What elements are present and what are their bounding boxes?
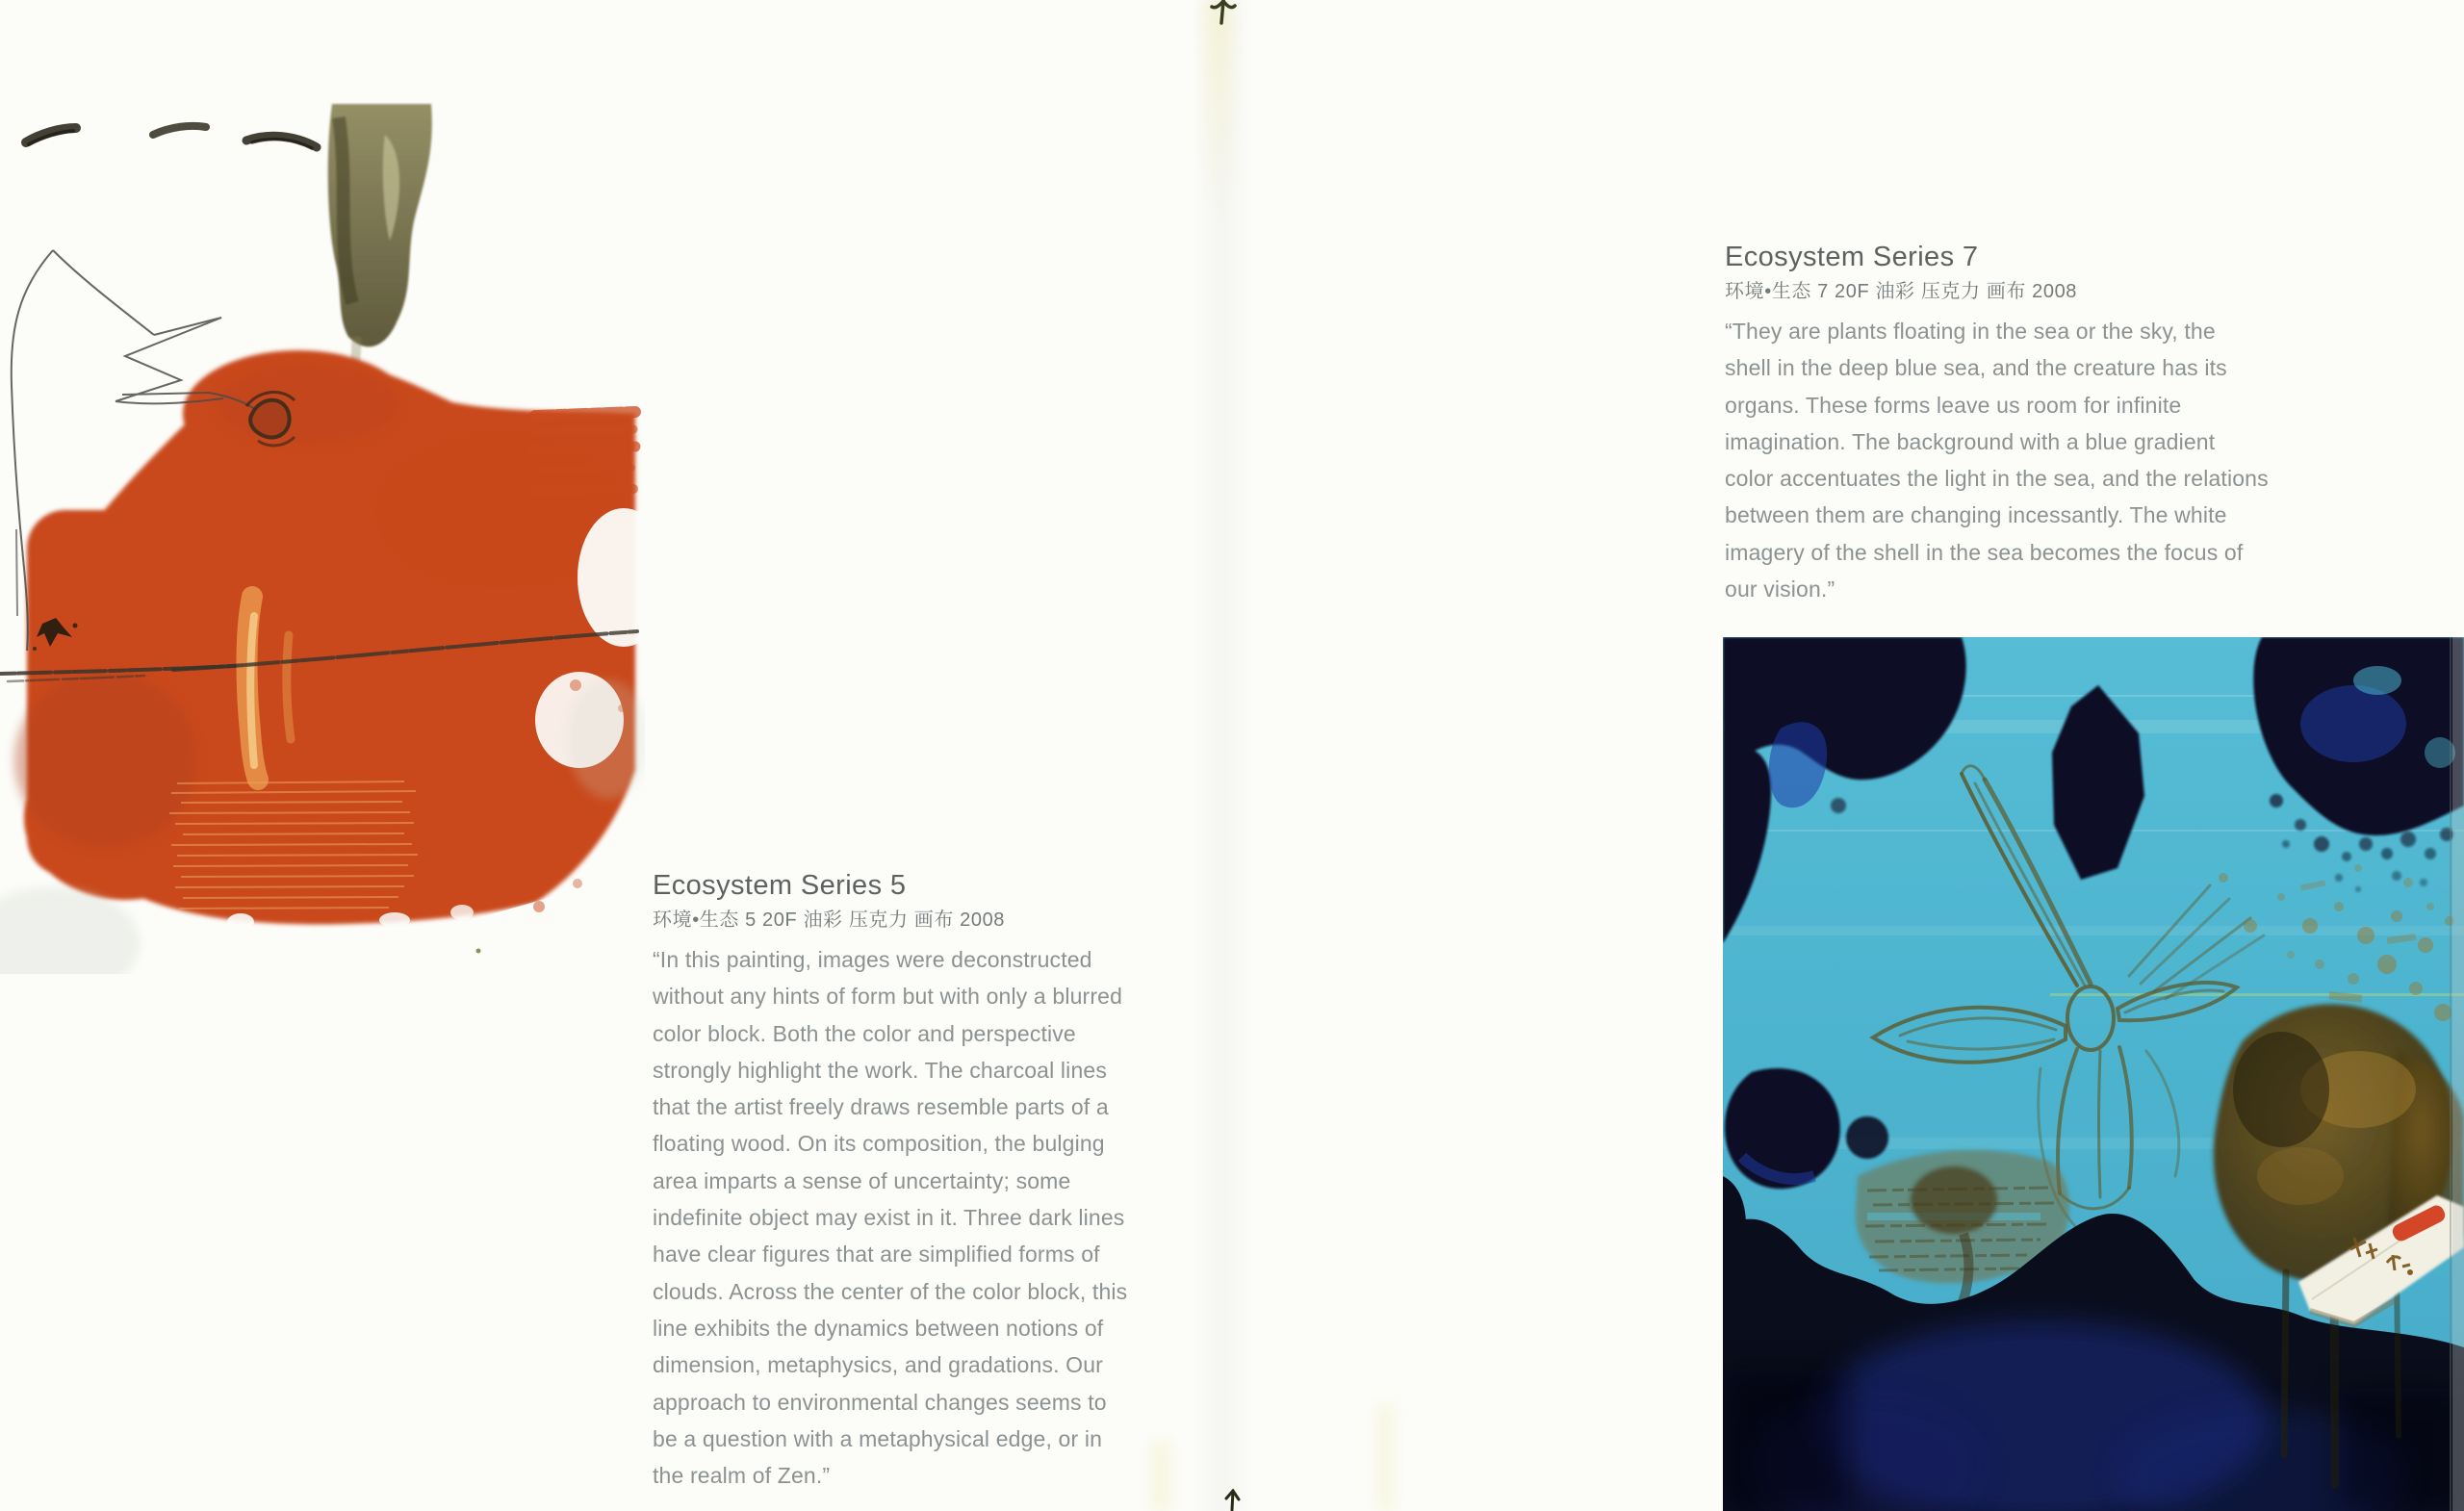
- quote-line: without any hints of form but with only a blurred: [653, 984, 1123, 1010]
- quote-line: our vision.”: [1725, 576, 1835, 602]
- quote-line: color accentuates the light in the sea, and the relations: [1725, 466, 2269, 492]
- gutter-mark-bottom: [1219, 1486, 1245, 1511]
- quote-line: imagination. The background with a blue gradient: [1725, 428, 2216, 454]
- quote-line: have clear figures that are simplified forms of: [653, 1242, 1100, 1268]
- quote-line: area imparts a sense of uncertainty; some: [653, 1167, 1071, 1193]
- ecosystem-5-painting: [0, 96, 645, 974]
- gutter-mark-top: [1209, 0, 1240, 33]
- artwork-quote: [653, 941, 1127, 1494]
- quote-line: clouds. Across the center of the color block, this: [653, 1278, 1128, 1304]
- right-article: [1725, 241, 2269, 607]
- charcoal-dashes: [26, 126, 317, 148]
- red-color-block: [14, 350, 645, 974]
- quote-line: approach to environmental changes seems to: [653, 1389, 1107, 1415]
- quote-line: color block. Both the color and perspective: [653, 1020, 1076, 1046]
- stray-dot: [476, 949, 481, 954]
- quote-line: organs. These forms leave us room for infinite: [1725, 392, 2182, 418]
- quote-line: shell in the deep blue sea, and the creature has its: [1725, 355, 2227, 381]
- quote-line: between them are changing incessantly. The white: [1725, 502, 2227, 528]
- gutter-shade: [1192, 0, 1253, 1511]
- artwork-quote: [1725, 313, 2269, 607]
- gutter-stain-bottom-left: [1151, 1442, 1170, 1511]
- quote-line: “In this painting, images were deconstructed: [653, 947, 1092, 972]
- artwork-title: Ecosystem Series 5: [653, 870, 907, 901]
- artwork-subtitle: 环境•生态 7 20F 油彩 压克力 画布 2008: [1725, 281, 2078, 302]
- artwork-title: Ecosystem Series 7: [1725, 242, 1979, 272]
- quote-line: “They are plants floating in the sea or the sky, the: [1725, 319, 2216, 344]
- left-article: [653, 869, 1127, 1494]
- quote-line: the realm of Zen.”: [653, 1463, 831, 1489]
- quote-line: strongly highlight the work. The charcoal lines: [653, 1057, 1107, 1083]
- artwork-subtitle: 环境•生态 5 20F 油彩 压克力 画布 2008: [653, 909, 1006, 931]
- quote-line: indefinite object may exist in it. Three dark lines: [653, 1205, 1125, 1231]
- quote-line: line exhibits the dynamics between notions of: [653, 1315, 1104, 1341]
- quote-line: be a question with a metaphysical edge, or in: [653, 1425, 1103, 1451]
- quote-line: imagery of the shell in the sea becomes the focus of: [1725, 539, 2244, 565]
- quote-line: floating wood. On its composition, the bulging: [653, 1131, 1105, 1157]
- quote-line: dimension, metaphysics, and gradations. Our: [653, 1352, 1103, 1378]
- ecosystem-7-painting: [1723, 637, 2464, 1511]
- gutter-stain-bottom-right: [1378, 1405, 1393, 1511]
- quote-line: that the artist freely draws resemble parts of a: [653, 1094, 1109, 1120]
